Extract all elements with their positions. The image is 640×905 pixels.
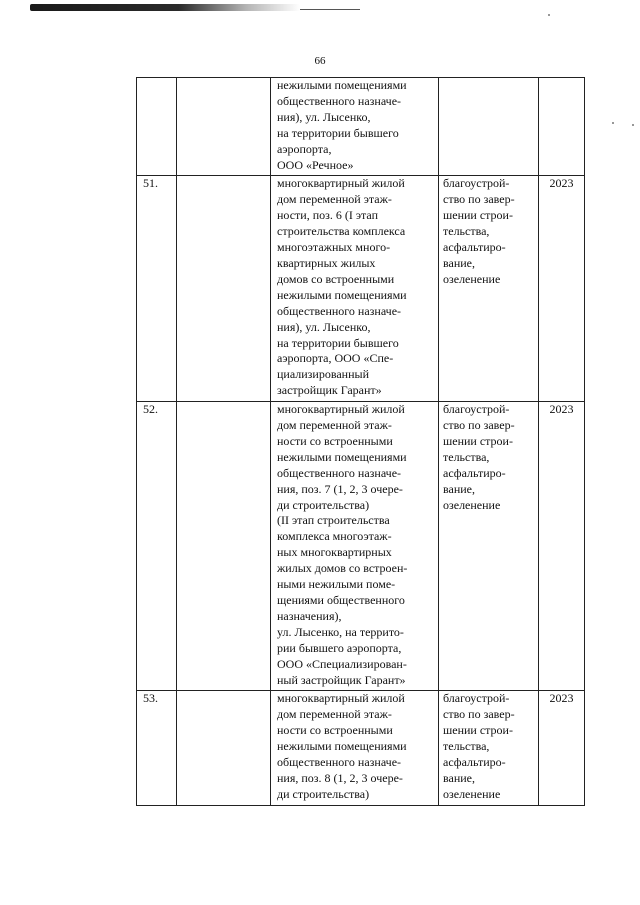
work-line: озеленение [443, 271, 501, 286]
description-line: многоэтажных много- [277, 240, 391, 255]
work-type-cell [439, 402, 539, 691]
page-number: 66 [314, 55, 326, 67]
description-line: многоквартирный жилой [277, 176, 405, 191]
description-line: нежилыми помещениями [277, 78, 407, 92]
description-line: дом переменной этаж- [277, 707, 392, 722]
work-line: вание, [443, 255, 476, 270]
description-line: нежилыми помещениями [277, 287, 407, 302]
description-line: общественного назначе- [277, 303, 402, 318]
description-line: многоквартирный жилой [277, 402, 405, 417]
work-line: озеленение [443, 497, 501, 512]
year-value: 2023 [549, 176, 574, 191]
work-line: вание, [443, 770, 476, 785]
work-type-cell [439, 78, 539, 176]
work-line: шении строи- [443, 208, 513, 223]
row-number-cell [137, 691, 177, 805]
description-line: ности со встроенными [277, 723, 393, 738]
blank-cell [177, 691, 271, 805]
row-number: 51. [143, 176, 158, 191]
description-line: ул. Лысенко, на террито- [277, 624, 404, 639]
object-description-cell [271, 78, 439, 176]
description-line: общественного назначе- [277, 465, 402, 480]
description-line: домов со встроенными [277, 271, 395, 286]
description-line: дом переменной этаж- [277, 192, 392, 207]
year-cell [539, 176, 585, 402]
year-cell [539, 402, 585, 691]
row-number-cell [137, 176, 177, 402]
description-line: ди строительства) [277, 497, 370, 512]
description-line: на территории бывшего [277, 335, 399, 350]
work-line: ство по завер- [443, 707, 515, 722]
description-line: аэропорта, [277, 141, 332, 156]
description-line: квартирных жилых [277, 255, 376, 270]
object-description-cell [271, 402, 439, 691]
description-line: общественного назначе- [277, 93, 402, 108]
row-number-cell [137, 78, 177, 176]
description-line: общественного назначе- [277, 755, 402, 770]
description-line: ными нежилыми поме- [277, 577, 396, 592]
description-line: ООО «Речное» [277, 157, 354, 172]
scan-speck [612, 122, 614, 124]
description-line: назначения), [277, 608, 342, 623]
work-line: асфальтиро- [443, 240, 506, 255]
description-line: комплекса многоэтаж- [277, 529, 392, 544]
work-line: тельства, [443, 739, 490, 754]
blank-cell [177, 176, 271, 402]
description-line: ный застройщик Гарант» [277, 672, 406, 687]
work-line: ство по завер- [443, 192, 515, 207]
work-line: тельства, [443, 449, 490, 464]
work-line: благоустрой- [443, 402, 510, 417]
description-line: аэропорта, ООО «Спе- [277, 351, 394, 366]
description-line: ния, поз. 8 (1, 2, 3 очере- [277, 770, 403, 785]
description-line: строительства комплекса [277, 224, 406, 239]
description-line: ных многоквартирных [277, 545, 392, 560]
description-line: рии бывшего аэропорта, [277, 640, 402, 655]
description-line: жилых домов со встроен- [277, 561, 408, 576]
description-line: (II этап строительства [277, 513, 390, 528]
description-line: многоквартирный жилой [277, 691, 405, 706]
scan-artifact-bar [30, 4, 300, 11]
work-line: вание, [443, 481, 476, 496]
description-line: циализированный [277, 367, 370, 382]
description-line: ния), ул. Лысенко, [277, 319, 371, 334]
year-value: 2023 [549, 402, 574, 417]
table-row [137, 402, 585, 691]
scan-speck [632, 124, 634, 126]
work-line: асфальтиро- [443, 755, 506, 770]
object-description-cell [271, 176, 439, 402]
row-number: 52. [143, 402, 158, 417]
description-line: ди строительства) [277, 786, 370, 801]
row-number: 53. [143, 691, 158, 706]
scan-speck [548, 14, 550, 16]
work-line: благоустрой- [443, 691, 510, 706]
table-row [137, 78, 585, 176]
year-cell [539, 78, 585, 176]
description-line: щениями общественного [277, 593, 405, 607]
work-type-cell [439, 176, 539, 402]
year-cell [539, 691, 585, 805]
blank-cell [177, 78, 271, 176]
blank-cell [177, 402, 271, 691]
object-description-cell [271, 691, 439, 805]
description-line: ния), ул. Лысенко, [277, 109, 371, 124]
year-value: 2023 [549, 691, 574, 706]
scan-artifact-line [300, 9, 360, 10]
row-number-cell [137, 402, 177, 691]
description-line: ности, поз. 6 (I этап [277, 208, 378, 223]
table-row [137, 691, 585, 805]
description-line: ООО «Специализирован- [277, 656, 407, 671]
description-line: нежилыми помещениями [277, 449, 407, 464]
work-line: асфальтиро- [443, 465, 506, 480]
table-row [137, 176, 585, 402]
description-line: ности со встроенными [277, 433, 393, 448]
description-line: нежилыми помещениями [277, 739, 407, 754]
work-type-cell [439, 691, 539, 805]
work-line: озеленение [443, 786, 501, 801]
work-line: шении строи- [443, 723, 513, 738]
work-line: ство по завер- [443, 418, 515, 433]
description-line: ния, поз. 7 (1, 2, 3 очере- [277, 481, 403, 496]
work-line: благоустрой- [443, 176, 510, 191]
description-line: застройщик Гарант» [277, 383, 382, 398]
description-line: на территории бывшего [277, 125, 399, 140]
description-line: дом переменной этаж- [277, 418, 392, 433]
objects-table [136, 77, 585, 806]
work-line: тельства, [443, 224, 490, 239]
work-line: шении строи- [443, 433, 513, 448]
